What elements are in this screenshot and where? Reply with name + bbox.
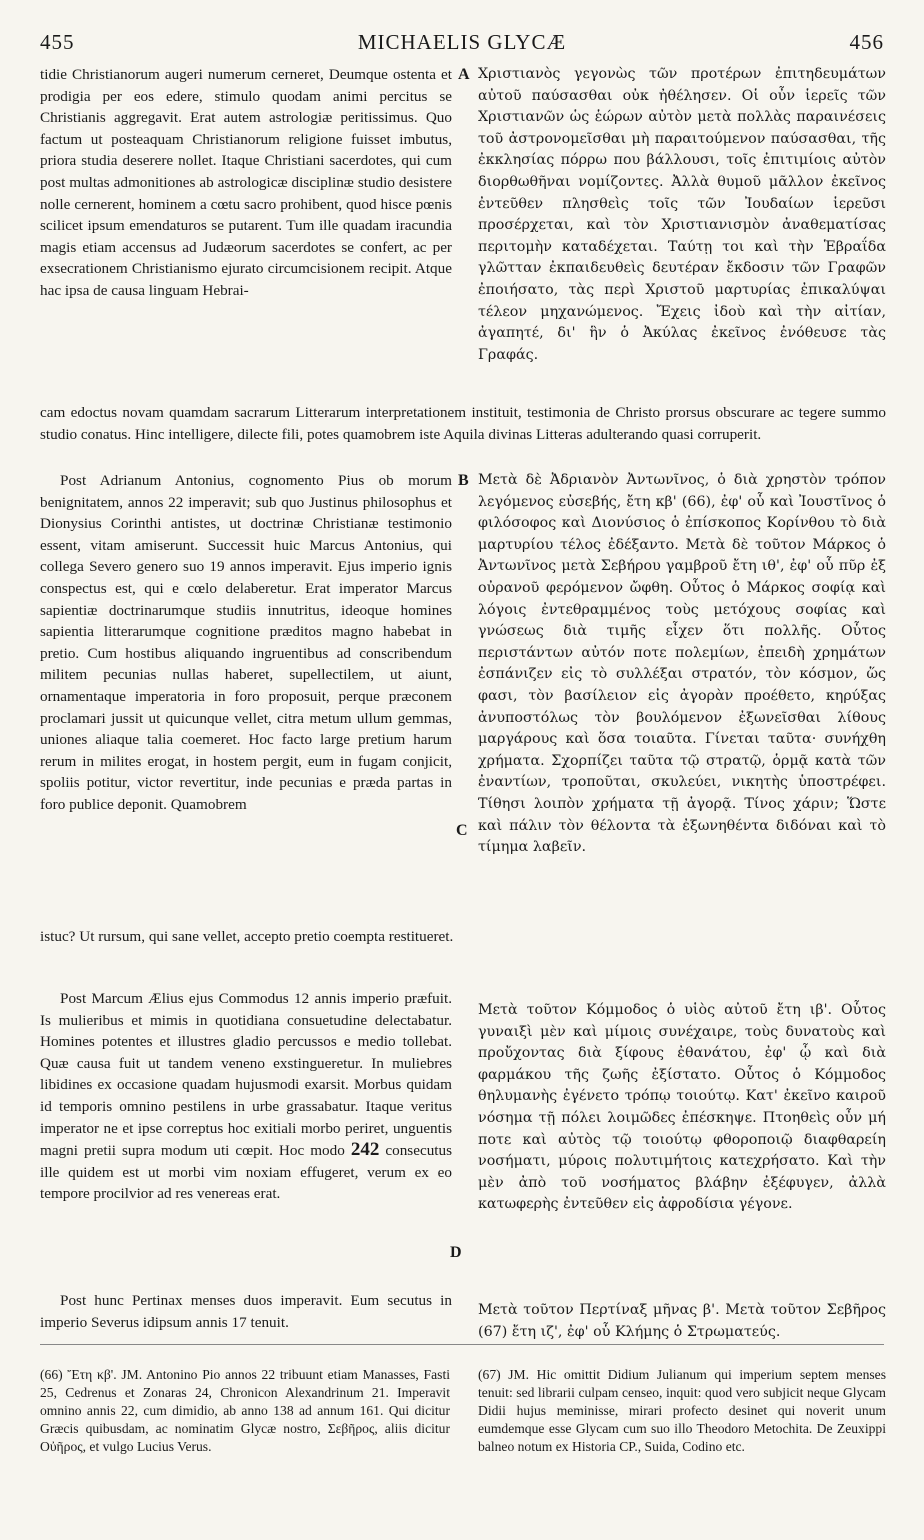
latin-paragraph: tidie Christianorum augeri numerum cerneret, Deumque ostenta et prodigia per eos edere, stimulo quodam animi percitus se Christianis aggregavit. Erat autem astrologiæ peritissimus. Quo factum ut posteaquam Christianorum religione fuisset imbutus, priora studia deserere nollet. Itaque Christiani sacerdotes, qui cum post multas admonitiones ab astrologicæ disciplinæ studio desistere nolle cernerent, hominem a cœtu sacro prohibent, quod hisce pœnis scilicet ipsum emendaturos se putarent. Tum ille quadam iracundia magis etiam accensus ad Judæorum sacerdotes se confert, ac per exsecrationem Christianismo ejurato circumcisionem recipit. Atque hac ipsa de causa linguam Hebrai- <box>40 66 452 299</box>
greek-column-block2 <box>478 470 886 859</box>
edition-page-number: 242 <box>350 1139 380 1161</box>
latin-paragraph: Post Adrianum Antonius, cognomento Pius ob morum benignitatem, annos 22 imperavit; sub quo Justinus philosophus et Dionysius Corinthi antistes, ut doctrinæ Christianæ testimonio essent, vitam amiserunt. Successit huic Marcus Antonius, qui collega Severo genero suo 19 annos imperavit. Ejus imperio ignis conspectus est, qui e cœlo delaberetur. Erat imperator Marcus sapientiæ doctrinarumque studiis innutritus, ideoque homines sapientia litterarumque cognitione præditos magno habebat in pretio. Cum hostibus aliquando ingruentibus ad conscribendum militem pecunias nullas haberet, supellectilem, ut aiunt, ornamentaque imperatoria in foro proposuit, perque præconem proclamari jussit ut quicunque vellet, citra metum ullum gemmas, uniones aliaque talia coemeret. Hoc facto large pretium harum rerum in milites erogat, in hostem pergit, eum in fugam conjicit, spoliis potitur, victor revertitur, inde pecunias e præda partas in foro publice deponit. Quamobrem <box>40 472 452 813</box>
greek-paragraph: Μετὰ τοῦτον Κόμμοδος ὁ υἱὸς αὐτοῦ ἔτη ιβ'. Οὗτος γυναιξὶ μὲν καὶ μίμοις συνέχαιρε, τοὺς δυνατοὺς καὶ προὔχοντας διὰ ξίφους ἐθανάτου, ἐφ' ᾧ καὶ διὰ φαρμάκου τῆς ζωῆς ἐξίστατο. Οὗτος ὁ Κόμμοδος θηλυμανὴς ἐγένετο τρόπῳ τοιούτῳ. Κατ' ἐκεῖνο καιροῦ νόσημα τῇ πόλει λοιμῶδες ἐπέσκηψε. Πτοηθεὶς οὖν μή ποτε καὶ αὐτὸς τῷ τοιούτῳ φθοροποιῷ διαφθαρείη νοσήματι, μύροις πολυτιμήτοις κατεχρήσατο. Καὶ τὴν μὲν ἀπὸ τοῦ νοσήματος βλάβην ἐξέφυγεν, ἀλλὰ κατωφερὴς ἐντεῦθεν εἰς ἀφροδίσια γέγονε. <box>478 1002 886 1213</box>
full-width-text-block1 <box>40 402 886 445</box>
latin-paragraph-full: cam edoctus novam quamdam sacrarum Litterarum interpretationem instituit, testimonia de Christo prorsus obscurare ac tegere summo studio conatus. Hinc intelligere, dilecte fili, potes quamobrem iste Aquila divinas Litteras adulterando quasi corruperit. <box>40 404 886 443</box>
running-title: MICHAELIS GLYCÆ <box>357 30 567 54</box>
footnote-text: (66) Ἔτη κβ'. JM. Antonino Pio annos 22 tribuunt etiam Manasses, Fasti 25, Cedrenus et Zonaras 24, Chronicon Alexandrinum 21. Imperavit omnino annis 22, cum dimidio, ab anno 138 ad annum 161. Qui dicitur Græcis quibusdam, ac nominatim Glycæ nostro, Σεβῆρος, aliis dicitur Οὐῆρος, et vulgo Lucius Verus. <box>40 1366 450 1454</box>
greek-paragraph: Μετὰ δὲ Ἀδριανὸν Ἀντωνῖνος, ὁ διὰ χρηστὸν τρόπον λεγόμενος εὐσεβής, ἔτη κβ' (66), ἐφ' οὗ καὶ Ἰουστῖνος ὁ φιλόσοφος καὶ Διονύσιος ὁ ἐπίσκοπος Κορίνθου τὸ διὰ μαρτυρίου τέλος ἐδέξαντο. Μετὰ δὲ τοῦτον Μάρκος ὁ Ἀντωνῖνος μετὰ Σεβήρου γαμβροῦ ἔτη ιθ', ἐφ' οὗ πῦρ ἐξ οὐρανοῦ φερόμενον ὤφθη. Οὗτος ὁ Μάρκος σοφίᾳ καὶ λόγοις ἐντεθραμμένος τοὺς μετόχους σοφίας καὶ γνώσεως διὰ τιμῆς εἶχεν ὅτι πολλῆς. Οὗτος περιστάντων αὐτόν ποτε πολεμίων, ἐπειδὴ χρημάτων ἐσπάνιζεν εἰς τὸ συλλέξαι στρατόν, τὸν κόσμον, ὥς φασι, τὸν βασίλειον εἰς ἀγορὰν προέθετο, κηρύξας ἀνυποστόλως τὸν βουλόμενον ἐξωνεῖσθαι λίθους μαργάρους καὶ ὅσα τοιαῦτα. Γίνεται ταῦτα· συνήχθη χρήματα. Σχορπίζει ταῦτα τῷ στρατῷ, ὁρμᾷ κατὰ τῶν ἐναντίων, τροποῦται, σκυλεύει, νικητὴς ὑποστρέφει. Τίθησι λοιπὸν χρήματα τῇ ἀγορᾷ. Τίνος χάριν; Ὥστε καὶ πάλιν τὸν θέλοντα τὰ ἐξωνηθέντα διδόναι καὶ τὸ τίμημα λαβεῖν. <box>478 472 886 856</box>
section-marker-d: D <box>450 1244 462 1261</box>
footnote-divider <box>40 1344 884 1345</box>
latin-paragraph <box>40 988 452 1205</box>
page-number-right: 456 <box>849 30 884 54</box>
section-marker-a: A <box>458 66 470 83</box>
footnote-text: (67) JM. Hic omittit Didium Julianum qui imperium septem menses tenuit: sed librarii culpam censeo, inquit: quod vero subjicit neque Glycam Didii hujus meminisse, mirari profecto desinet qui noverit unum eumdemque esse Glycam cum suo illo Theodoro Metochita. De Zeuxippi balneo notum ex Historia CP., Suida, Codino etc. <box>478 1366 886 1454</box>
latin-paragraph-full: istuc? Ut rursum, qui sane vellet, accepto pretio coempta restitueret. <box>40 928 454 945</box>
greek-paragraph: Μετὰ τοῦτον Περτίναξ μῆνας β'. Μετὰ τοῦτον Σεβῆρος (67) ἔτη ιζ', ἐφ' οὗ Κλήμης ὁ Στρωματεύς. <box>478 1302 886 1340</box>
latin-column-block3 <box>40 988 452 1205</box>
page-number-left: 455 <box>40 30 75 54</box>
latin-text: consecutus ille quidem est ut morbi vim noxiam effugeret, verum ex eo tempore procilvior ad res venereas erat. <box>40 1142 453 1203</box>
greek-column-block1 <box>478 64 886 366</box>
greek-column-block3 <box>478 1000 886 1216</box>
footnote-66 <box>40 1352 450 1469</box>
latin-paragraph: Post hunc Pertinax menses duos imperavit. Eum secutus in imperio Severus idipsum annis 17 tenuit. <box>40 1292 452 1331</box>
latin-column-block1 <box>40 64 452 302</box>
footnote-67 <box>478 1352 886 1469</box>
section-marker-b: B <box>458 472 469 489</box>
greek-column-block4 <box>478 1300 886 1343</box>
latin-text: Post Marcum Ælius ejus Commodus 12 annis imperio præfuit. Is mulieribus et mimis in quotidiana consuetudine delectabatur. Homines potentes et illustres gladio percussos e medio tollebat. Quæ causa fuit ut tandem veneno exstingueretur. In muliebres libidines ex occasione quadam hujusmodi exarsit. Morbus quidam id temporis omnino pestilens in urbe grassabatur. Itaque veritus imperator ne et ipse correptus hoc exitiali morbo periret, unguentis magni pretii supra modum uti cœpit. Hoc modo <box>40 990 452 1160</box>
section-marker-c: C <box>456 822 468 839</box>
latin-column-block2 <box>40 470 452 816</box>
greek-paragraph: Χριστιανὸς γεγονὼς τῶν προτέρων ἐπιτηδευμάτων αὐτοῦ παύσασθαι οὐκ ἠθέλησεν. Οἱ οὖν ἱερεῖς τῶν Χριστιανῶν ὡς ἑώρων αὐτὸν μετὰ πολλὰς παραινέσεις τοῦ ἀστρονομεῖσθαι μὴ παραιτούμενον παύσασθαι, τῆς ἐκκλησίας πόρρω που βάλλουσι, τοῖς ἐπιτιμίοις αὐτὸν διορθωθῆναι νομίζοντες. Ἀλλὰ θυμοῦ μᾶλλον ἐκεῖνος ἐντεῦθεν πλησθεὶς τοῖς τῶν Ἰουδαίων ἱερεῦσι προσέρχεται, καὶ τὸν Χριστιανισμὸν ἀναθεματίσας περιτομὴν καταδέχεται. Ταύτῃ τοι καὶ τὴν Ἑβραΐδα γλῶτταν ἐκπαιδευθεὶς δευτέραν ἔκδοσιν τῶν Γραφῶν ἐποιήσατο, τὰς περὶ Χριστοῦ μαρτυρίας ἐπικαλύψαι τέλεον μηχανώμενος. Ἔχεις ἰδοὺ καὶ τὴν αἰτίαν, ἀγαπητέ, δι' ἣν ὁ Ἀκύλας ἐκεῖνος ἐνόθευσε τὰς Γραφάς. <box>478 66 886 363</box>
full-width-text-block2 <box>40 926 886 948</box>
page-header <box>40 30 884 54</box>
latin-column-block4 <box>40 1290 452 1333</box>
